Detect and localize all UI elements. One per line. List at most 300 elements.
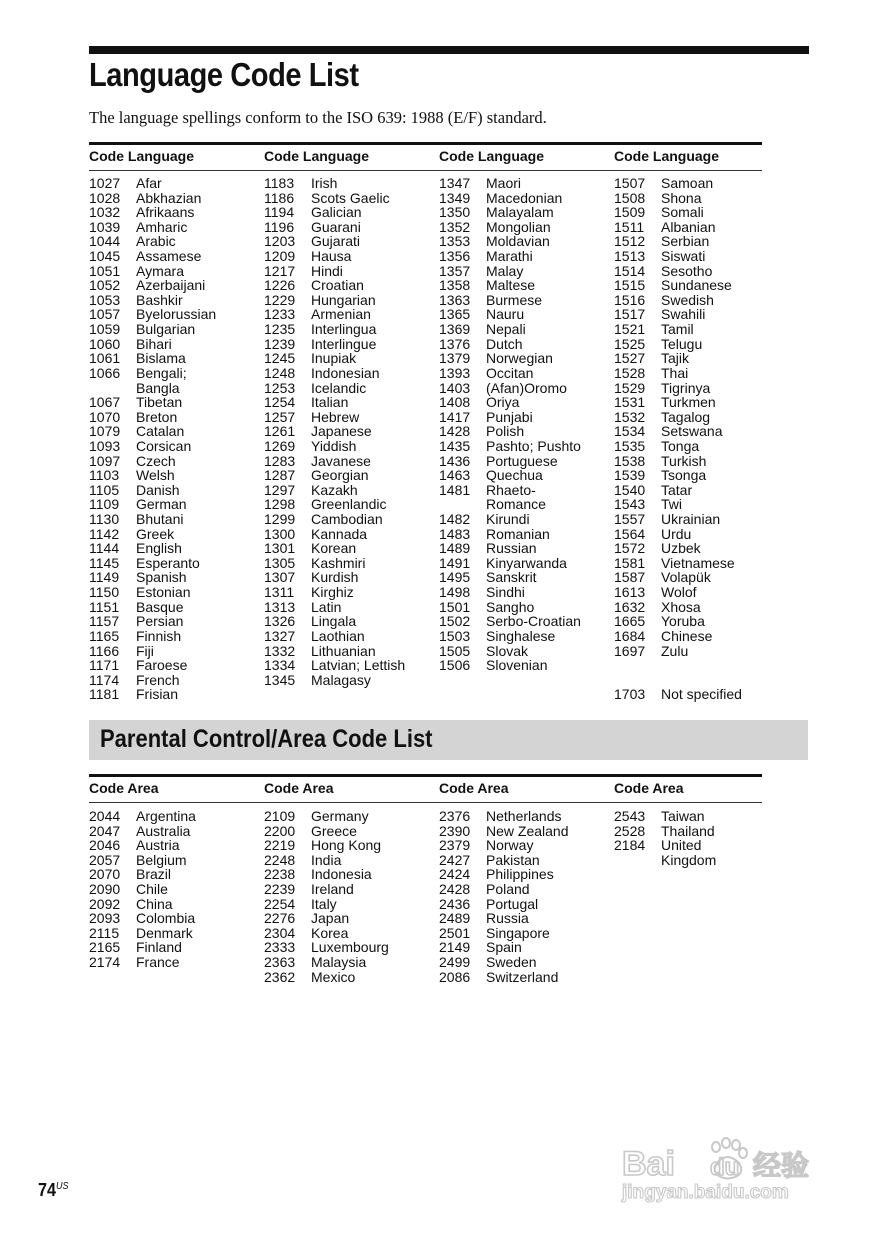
area-row <box>264 926 434 941</box>
language-code: 1463 <box>439 467 471 484</box>
area-code: 2093 <box>89 910 121 927</box>
language-code: 1166 <box>89 642 120 659</box>
language-row <box>614 191 784 206</box>
language-name: Uzbek <box>661 540 701 557</box>
language-code: 1052 <box>89 277 121 294</box>
language-table-header-rule <box>89 170 762 171</box>
language-name: Laothian <box>311 627 365 644</box>
language-row <box>614 585 784 600</box>
language-name: Bangla <box>136 379 180 396</box>
language-code: 1186 <box>264 189 295 206</box>
area-name: Colombia <box>136 910 196 927</box>
area-code: 2248 <box>264 851 296 868</box>
language-row <box>264 454 434 469</box>
language-name: Sesotho <box>661 262 713 279</box>
language-name: Nepali <box>486 321 526 338</box>
language-name: Hausa <box>311 248 352 265</box>
language-name: Marathi <box>486 248 533 265</box>
language-row <box>264 366 434 381</box>
language-name: Bhutani <box>136 511 184 528</box>
language-row <box>89 220 259 235</box>
language-row <box>439 307 609 322</box>
language-row <box>439 293 609 308</box>
language-code: 1507 <box>614 175 646 191</box>
area-column-header: Code Area <box>264 780 334 796</box>
language-code: 1203 <box>264 233 296 250</box>
language-code: 1183 <box>264 175 295 191</box>
language-code: 1613 <box>614 584 646 601</box>
language-name: Bulgarian <box>136 321 196 338</box>
language-code: 1408 <box>439 394 471 411</box>
area-code: 2390 <box>439 822 471 839</box>
language-name: Twi <box>661 496 682 513</box>
language-code: 1066 <box>89 364 121 381</box>
language-name: Estonian <box>136 584 191 601</box>
language-code: 1349 <box>439 189 471 206</box>
language-name: Welsh <box>136 467 175 484</box>
area-code: 2200 <box>264 822 296 839</box>
language-name: (Afan)Oromo <box>486 379 567 396</box>
language-name: Kazakh <box>311 481 358 498</box>
language-code: 1481 <box>439 481 471 498</box>
language-row <box>439 176 609 191</box>
area-name: Indonesia <box>311 866 372 883</box>
language-code: 1435 <box>439 437 471 454</box>
language-name: Gujarati <box>311 233 361 250</box>
area-name: Russia <box>486 910 529 927</box>
area-code: 2149 <box>439 939 471 956</box>
language-row <box>439 249 609 264</box>
language-name: Oriya <box>486 394 520 411</box>
area-name: Sweden <box>486 954 537 971</box>
language-name: Bashkir <box>136 291 183 308</box>
language-code: 1245 <box>264 350 296 367</box>
language-name: Hindi <box>311 262 343 279</box>
language-code: 1044 <box>89 233 121 250</box>
language-code: 1301 <box>264 540 296 557</box>
area-table-header-rule <box>89 802 762 803</box>
language-row <box>439 381 609 396</box>
language-row <box>89 497 259 512</box>
language-code: 1326 <box>264 613 296 630</box>
language-name: Nauru <box>486 306 525 323</box>
language-name: Serbian <box>661 233 710 250</box>
page-number-suffix: US <box>56 1181 69 1192</box>
baidu-watermark-logo <box>620 1135 825 1205</box>
language-name: Moldavian <box>486 233 550 250</box>
area-row <box>264 838 434 853</box>
language-code: 1311 <box>264 584 295 601</box>
language-name: Malayalam <box>486 204 554 221</box>
language-code: 1535 <box>614 437 646 454</box>
language-row <box>89 410 259 425</box>
language-code: 1297 <box>264 481 296 498</box>
language-code: 1665 <box>614 613 646 630</box>
language-row <box>439 395 609 410</box>
language-row <box>614 337 784 352</box>
language-code: 1144 <box>89 540 120 557</box>
language-code: 1356 <box>439 248 471 265</box>
language-code: 1157 <box>89 613 120 630</box>
language-code: 1151 <box>89 598 120 615</box>
language-row <box>439 585 609 600</box>
area-name: Denmark <box>136 924 193 941</box>
language-name: Cambodian <box>311 511 383 528</box>
language-code: 1503 <box>439 627 471 644</box>
language-name: Bislama <box>136 350 186 367</box>
language-row <box>89 395 259 410</box>
language-code: 1403 <box>439 379 471 396</box>
language-row <box>614 307 784 322</box>
area-row <box>439 838 609 853</box>
area-row <box>264 940 434 955</box>
language-row <box>614 410 784 425</box>
language-row <box>264 585 434 600</box>
language-name: Tibetan <box>136 394 183 411</box>
area-row <box>439 911 609 926</box>
language-name: Lingala <box>311 613 357 630</box>
language-code: 1581 <box>614 554 646 571</box>
language-code: 1039 <box>89 218 121 235</box>
language-code: 1226 <box>264 277 296 294</box>
language-code: 1376 <box>439 335 471 352</box>
language-code: 1379 <box>439 350 471 367</box>
area-name: Thailand <box>661 822 715 839</box>
area-name: India <box>311 851 342 868</box>
area-code: 2333 <box>264 939 296 956</box>
area-code: 2543 <box>614 808 646 824</box>
language-name: Albanian <box>661 218 716 235</box>
area-column <box>264 809 434 984</box>
language-code: 1532 <box>614 408 646 425</box>
area-row <box>439 970 609 985</box>
area-name: Hong Kong <box>311 837 382 854</box>
area-row <box>614 809 784 824</box>
area-name: France <box>136 954 180 971</box>
area-code: 2109 <box>264 808 296 824</box>
watermark-brand-cn: 经验 <box>753 1149 810 1182</box>
language-name: Italian <box>311 394 349 411</box>
area-row <box>89 882 259 897</box>
language-name: Spanish <box>136 569 187 586</box>
language-name: Korean <box>311 540 357 557</box>
language-code: 1357 <box>439 262 471 279</box>
language-row <box>439 512 609 527</box>
area-row <box>614 853 784 868</box>
language-code: 1543 <box>614 496 646 513</box>
language-row <box>614 351 784 366</box>
language-name: Samoan <box>661 175 714 191</box>
language-name: Thai <box>661 364 689 381</box>
area-row <box>89 955 259 970</box>
language-name: Kirundi <box>486 511 530 528</box>
language-code: 1097 <box>89 452 121 469</box>
language-column-header: Code Language <box>89 148 195 164</box>
area-name: Portugal <box>486 895 539 912</box>
area-table-top-rule <box>89 774 762 777</box>
section-title: Parental Control/Area Code List <box>100 725 433 753</box>
language-row <box>264 307 434 322</box>
language-code: 1516 <box>614 291 646 308</box>
language-name: Georgian <box>311 467 369 484</box>
language-row <box>439 439 609 454</box>
language-row <box>264 512 434 527</box>
language-code: 1196 <box>264 218 295 235</box>
language-code: 1363 <box>439 291 471 308</box>
area-name: Philippines <box>486 866 554 883</box>
language-code: 1105 <box>89 481 120 498</box>
area-name: Luxembourg <box>311 939 389 956</box>
language-name: Russian <box>486 540 537 557</box>
language-row <box>439 541 609 556</box>
area-name: United <box>661 837 702 854</box>
area-row <box>439 809 609 824</box>
section-bar <box>89 720 808 760</box>
language-row <box>614 293 784 308</box>
language-code: 1229 <box>264 291 296 308</box>
language-name: Irish <box>311 175 338 191</box>
area-row <box>439 824 609 839</box>
language-row <box>614 570 784 585</box>
area-name: New Zealand <box>486 822 569 839</box>
language-row <box>439 234 609 249</box>
language-name: Galician <box>311 204 362 221</box>
language-row <box>439 191 609 206</box>
area-code: 2044 <box>89 808 121 824</box>
language-name: French <box>136 671 180 688</box>
language-row <box>614 264 784 279</box>
language-code: 1505 <box>439 642 471 659</box>
language-code: 1517 <box>614 306 646 323</box>
language-row <box>89 644 259 659</box>
area-row <box>264 955 434 970</box>
language-name: Yiddish <box>311 437 357 454</box>
language-name: Sangho <box>486 598 535 615</box>
language-column <box>439 176 609 673</box>
language-code: 1299 <box>264 511 296 528</box>
language-name: Maltese <box>486 277 536 294</box>
language-row <box>264 658 434 673</box>
language-code: 1352 <box>439 218 471 235</box>
language-row <box>264 395 434 410</box>
language-name: Slovenian <box>486 657 548 674</box>
area-name: Norway <box>486 837 534 854</box>
language-row <box>439 278 609 293</box>
language-row <box>614 381 784 396</box>
area-code: 2276 <box>264 910 296 927</box>
language-name: Afrikaans <box>136 204 195 221</box>
area-code: 2379 <box>439 837 471 854</box>
language-code: 1235 <box>264 321 296 338</box>
language-name: Fiji <box>136 642 154 659</box>
area-row <box>614 824 784 839</box>
language-name: Slovak <box>486 642 529 659</box>
area-row <box>89 853 259 868</box>
language-code: 1529 <box>614 379 646 396</box>
language-row <box>264 570 434 585</box>
intro-text: The language spellings conform to the ISO 639: 1988 (E/F) standard. <box>89 108 547 127</box>
language-code: 1174 <box>89 671 120 688</box>
language-column-header: Code Language <box>264 148 370 164</box>
area-code: 2115 <box>89 924 120 941</box>
area-name: Japan <box>311 910 350 927</box>
language-row <box>439 468 609 483</box>
area-code: 2219 <box>264 837 296 854</box>
language-code: 1495 <box>439 569 471 586</box>
area-column-header: Code Area <box>89 780 159 796</box>
area-name: Kingdom <box>661 851 717 868</box>
language-name: Frisian <box>136 686 179 703</box>
language-row <box>614 600 784 615</box>
language-row <box>614 483 784 498</box>
area-row <box>264 911 434 926</box>
language-row <box>614 687 784 702</box>
area-name: Ireland <box>311 881 354 898</box>
language-code: 1233 <box>264 306 296 323</box>
language-row <box>439 454 609 469</box>
language-row <box>89 351 259 366</box>
language-name: Swedish <box>661 291 714 308</box>
area-row <box>89 824 259 839</box>
area-column <box>439 809 609 984</box>
language-name: Romanian <box>486 525 550 542</box>
area-code: 2428 <box>439 881 471 898</box>
language-name: Tsonga <box>661 467 707 484</box>
language-code: 1539 <box>614 467 646 484</box>
language-name: Sindhi <box>486 584 525 601</box>
language-name: Pashto; Pushto <box>486 437 581 454</box>
area-row <box>264 824 434 839</box>
language-row <box>264 351 434 366</box>
language-name: Mongolian <box>486 218 551 235</box>
language-code: 1287 <box>264 467 296 484</box>
language-name: Swahili <box>661 306 706 323</box>
language-row <box>439 556 609 571</box>
language-code: 1528 <box>614 364 646 381</box>
language-code: 1587 <box>614 569 646 586</box>
language-column-header: Code Language <box>614 148 720 164</box>
language-code: 1514 <box>614 262 646 279</box>
language-code: 1703 <box>614 686 646 703</box>
language-row <box>614 614 784 629</box>
language-row <box>264 439 434 454</box>
language-name: Chinese <box>661 627 713 644</box>
language-name: Danish <box>136 481 180 498</box>
language-code: 1181 <box>89 686 120 703</box>
language-code: 1697 <box>614 642 646 659</box>
language-row <box>264 205 434 220</box>
language-name: Javanese <box>311 452 371 469</box>
language-row <box>89 658 259 673</box>
area-name: Germany <box>311 808 369 824</box>
language-row <box>614 658 784 673</box>
language-name: Lithuanian <box>311 642 376 659</box>
language-name: Tonga <box>661 437 700 454</box>
area-code: 2501 <box>439 924 471 941</box>
language-column <box>89 176 259 702</box>
language-row <box>439 337 609 352</box>
language-row <box>439 614 609 629</box>
page-title: Language Code List <box>89 56 359 93</box>
language-row <box>89 614 259 629</box>
language-name: Greenlandic <box>311 496 387 513</box>
language-code: 1298 <box>264 496 296 513</box>
area-name: Brazil <box>136 866 172 883</box>
language-row <box>439 366 609 381</box>
language-name: Macedonian <box>486 189 563 206</box>
language-name: Interlingue <box>311 335 377 352</box>
language-row <box>264 629 434 644</box>
language-row <box>614 497 784 512</box>
language-code: 1345 <box>264 671 296 688</box>
language-code: 1334 <box>264 657 296 674</box>
language-name: German <box>136 496 187 513</box>
language-row <box>614 439 784 454</box>
language-code: 1512 <box>614 233 646 250</box>
language-code: 1515 <box>614 277 646 294</box>
area-row <box>439 897 609 912</box>
language-name: Latvian; Lettish <box>311 657 406 674</box>
language-name: Occitan <box>486 364 534 381</box>
language-name: Corsican <box>136 437 192 454</box>
language-name: Interlingua <box>311 321 377 338</box>
area-name: Finland <box>136 939 182 956</box>
area-code: 2165 <box>89 939 121 956</box>
area-code: 2363 <box>264 954 296 971</box>
language-code: 1053 <box>89 291 121 308</box>
language-name: Sanskrit <box>486 569 537 586</box>
language-code: 1393 <box>439 364 471 381</box>
language-code: 1261 <box>264 423 296 440</box>
language-row <box>614 468 784 483</box>
language-code: 1217 <box>264 262 296 279</box>
area-name: Poland <box>486 881 530 898</box>
area-code: 2057 <box>89 851 121 868</box>
language-row <box>264 644 434 659</box>
language-code: 1557 <box>614 511 646 528</box>
area-column-header: Code Area <box>614 780 684 796</box>
language-name: Somali <box>661 204 704 221</box>
language-code: 1248 <box>264 364 296 381</box>
language-name: Urdu <box>661 525 692 542</box>
area-row <box>89 940 259 955</box>
area-code: 2304 <box>264 924 296 941</box>
language-code: 1521 <box>614 321 646 338</box>
language-code: 1057 <box>89 306 121 323</box>
language-code: 1283 <box>264 452 296 469</box>
area-column <box>89 809 259 970</box>
language-code: 1632 <box>614 598 646 615</box>
language-row <box>264 673 434 688</box>
language-name: Aymara <box>136 262 184 279</box>
area-row <box>439 882 609 897</box>
language-code: 1534 <box>614 423 646 440</box>
language-name: Wolof <box>661 584 697 601</box>
language-name: Indonesian <box>311 364 380 381</box>
language-column <box>264 176 434 687</box>
language-row <box>264 424 434 439</box>
language-name: Malagasy <box>311 671 371 688</box>
language-code: 1417 <box>439 408 471 425</box>
area-row <box>439 853 609 868</box>
language-row <box>614 395 784 410</box>
language-row <box>89 556 259 571</box>
area-code: 2499 <box>439 954 471 971</box>
language-row <box>264 293 434 308</box>
language-name: Hungarian <box>311 291 376 308</box>
area-name: Pakistan <box>486 851 540 868</box>
language-row <box>89 264 259 279</box>
